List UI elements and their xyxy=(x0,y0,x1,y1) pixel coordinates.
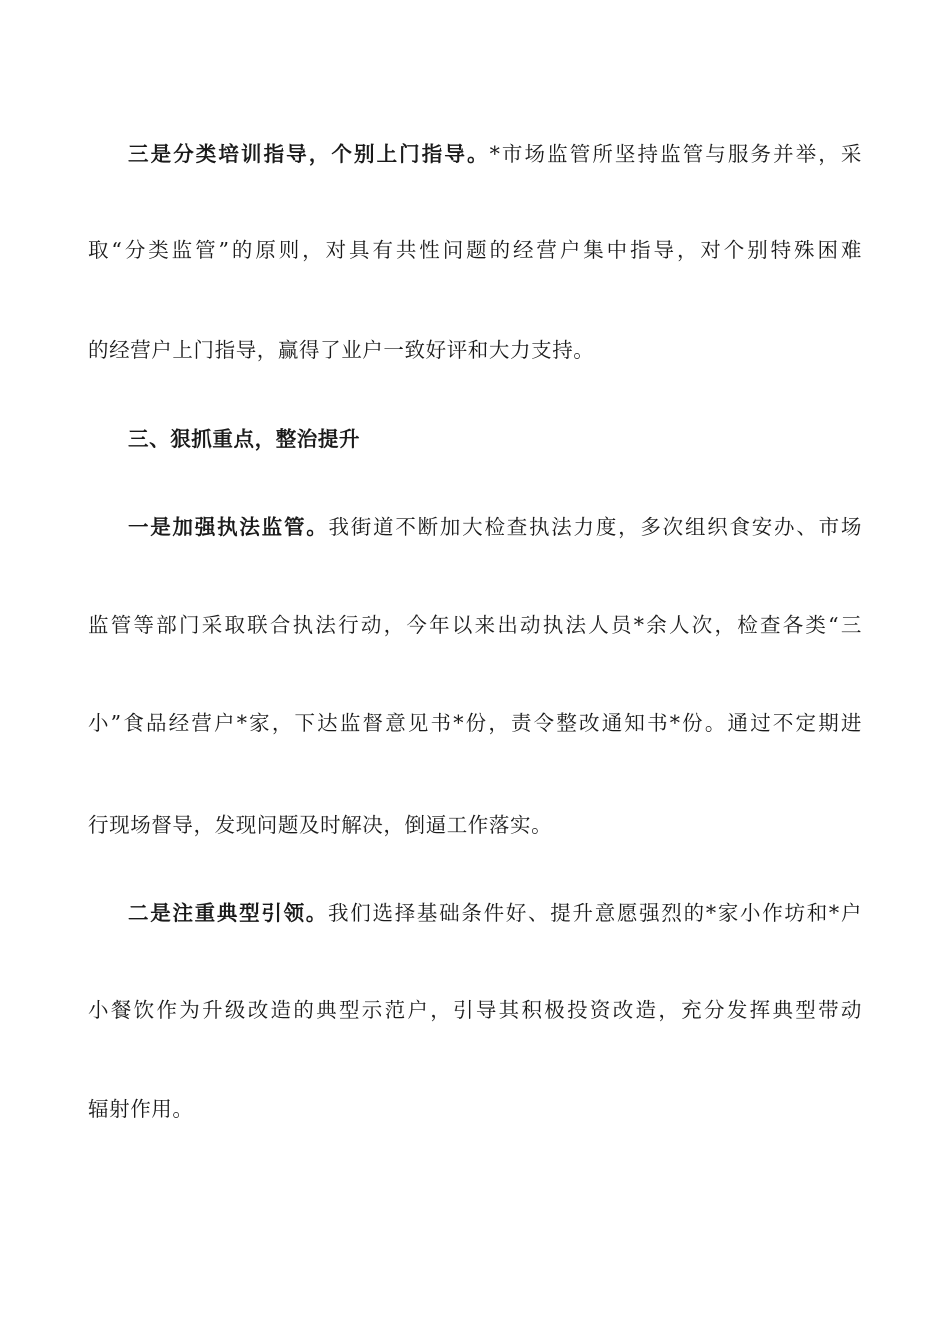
paragraph-3-text: 我们选择基础条件好、提升意愿强烈的*家小作坊和*户 xyxy=(328,901,862,925)
paragraph-1-line-3: 的经营户上门指导，赢得了业户一致好评和大力支持。 xyxy=(88,338,595,362)
paragraph-1-line-2: 取“分类监管”的原则，对具有共性问题的经营户集中指导，对个别特殊困难 xyxy=(88,238,862,262)
paragraph-3-line-2: 小餐饮作为升级改造的典型示范户，引导其积极投资改造，充分发挥典型带动 xyxy=(88,998,862,1022)
paragraph-3-line-3: 辐射作用。 xyxy=(88,1097,194,1121)
section-heading: 三、狠抓重点，整治提升 xyxy=(128,427,361,451)
paragraph-2-lead: 一是加强执法监管。 xyxy=(128,515,329,539)
paragraph-2-text: 我街道不断加大检查执法力度，多次组织食安办、市场 xyxy=(328,515,862,539)
paragraph-1-text: *市场监管所坚持监管与服务并举，采 xyxy=(489,142,862,166)
paragraph-3-lead: 二是注重典型引领。 xyxy=(128,901,329,925)
paragraph-1-lead: 三是分类培训指导，个别上门指导。 xyxy=(128,142,490,166)
paragraph-1-line-1 xyxy=(128,139,862,169)
paragraph-2-line-4: 行现场督导，发现问题及时解决，倒逼工作落实。 xyxy=(88,813,553,837)
paragraph-2-line-2: 监管等部门采取联合执法行动，今年以来出动执法人员*余人次，检查各类“三 xyxy=(88,613,862,637)
paragraph-2-line-1 xyxy=(128,512,862,542)
paragraph-2-line-3: 小”食品经营户*家，下达监督意见书*份，责令整改通知书*份。通过不定期进 xyxy=(88,711,862,735)
paragraph-3-line-1 xyxy=(128,898,862,928)
